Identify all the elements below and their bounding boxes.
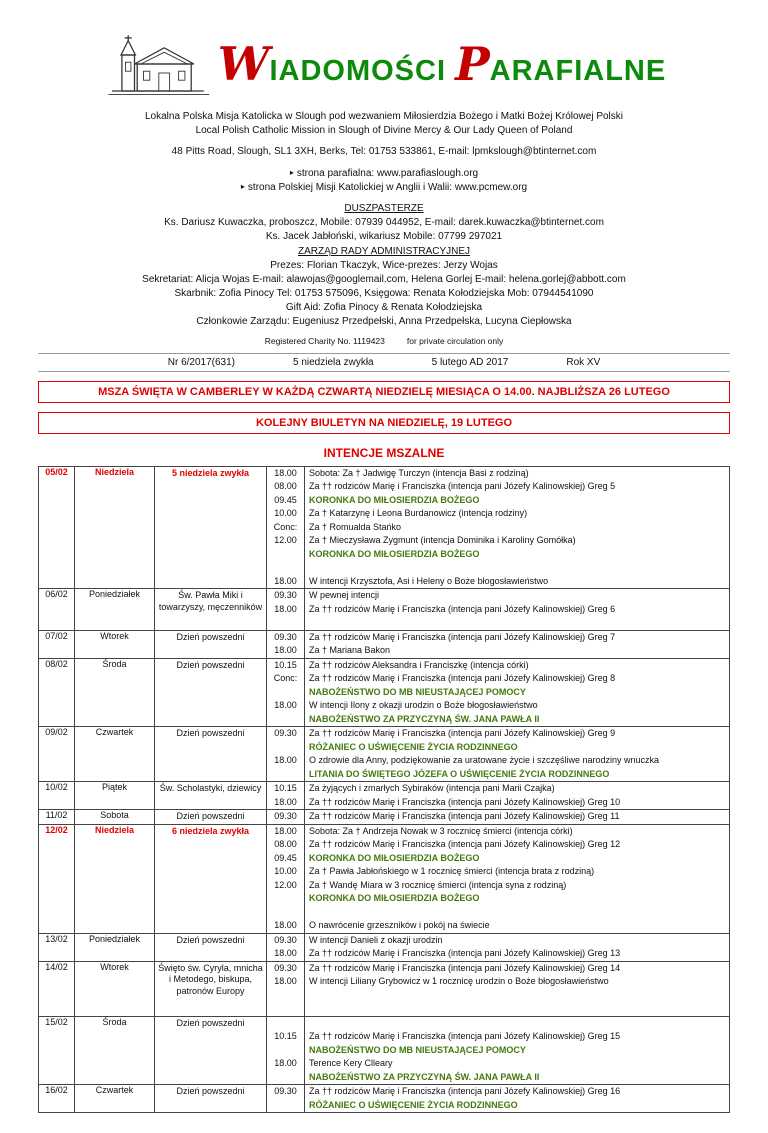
cell-time	[267, 1002, 305, 1016]
cell-time: 18.00	[267, 919, 305, 933]
cell-time: 18.00	[267, 1057, 305, 1071]
issue-date: 5 lutego AD 2017	[431, 356, 509, 368]
church-logo-drawing	[102, 28, 212, 100]
cell-feast: Dzień powszedni	[155, 1016, 267, 1085]
cell-intention: Za †† rodziców Aleksandra i Franciszkę (intencja córki)	[305, 658, 730, 672]
arrow-bullet-icon: ▸	[240, 181, 245, 191]
intention-entry-row	[39, 810, 730, 825]
clergy-heading: DUSZPASTERZE	[344, 202, 424, 214]
board-line-2: Sekretariat: Alicja Wojas E-mail: alawojas@googlemail.com, Helena Gorlej E-mail: helena.gorlej@abbott.com	[142, 273, 626, 285]
cell-date: 10/02	[39, 782, 75, 810]
cell-time: 18.00	[267, 644, 305, 658]
cell-feast: Dzień powszedni	[155, 810, 267, 825]
cell-time: 09.30	[267, 589, 305, 603]
cell-time: 10.00	[267, 865, 305, 879]
cell-feast: Św. Scholastyki, dziewicy	[155, 782, 267, 810]
cell-time: Conc:	[267, 521, 305, 535]
cell-intention	[305, 906, 730, 920]
parish-website-line	[38, 167, 730, 181]
charity-number: Registered Charity No. 1119423	[264, 335, 385, 346]
cell-time: 18.00	[267, 754, 305, 768]
charity-line	[38, 335, 730, 347]
cell-time	[267, 741, 305, 755]
cell-intention: W intencji Liliany Grybowicz w 1 rocznicę urodzin o Boże błogosławieństwo	[305, 975, 730, 989]
cell-intention: RÓŻANIEC O UŚWIĘCENIE ŻYCIA RODZINNEGO	[305, 741, 730, 755]
intention-entry-row	[39, 727, 730, 741]
cell-intention: W pewnej intencji	[305, 589, 730, 603]
board-line-3: Skarbnik: Zofia Pinocy Tel: 01753 575096, Księgowa: Renata Kołodziejska Mob: 07944541090	[174, 288, 594, 300]
issue-number: Nr 6/2017(631)	[167, 356, 235, 368]
cell-time: 18.00	[267, 603, 305, 617]
cell-intention: Za †† rodziców Marię i Franciszka (intencja pani Józefy Kalinowskiej) Greg 15	[305, 1030, 730, 1044]
cell-time: 09.30	[267, 933, 305, 947]
cell-intention: Za †† rodziców Marię i Franciszka (intencja pani Józefy Kalinowskiej) Greg 9	[305, 727, 730, 741]
cell-time	[267, 906, 305, 920]
parish-website: strona parafialna: www.parafiaslough.org	[296, 167, 479, 179]
board-heading: ZARZĄD RADY ADMINISTRACYJNEJ	[297, 245, 471, 257]
cell-time: 10.15	[267, 782, 305, 796]
cell-intention: Za †† rodziców Marię i Franciszka (intencja pani Józefy Kalinowskiej) Greg 11	[305, 810, 730, 825]
cell-time	[267, 1016, 305, 1030]
cell-time: 09.30	[267, 630, 305, 644]
cell-intention: KORONKA DO MIŁOSIERDZIA BOŻEGO	[305, 548, 730, 562]
cell-date: 09/02	[39, 727, 75, 782]
cell-time: 09.30	[267, 961, 305, 975]
cell-day: Piątek	[75, 782, 155, 810]
next-bulletin-notice: KOLEJNY BIULETYN NA NIEDZIELĘ, 19 LUTEGO	[38, 412, 730, 434]
cell-time: 08.00	[267, 480, 305, 494]
cell-time: 09.45	[267, 852, 305, 866]
cell-feast: 6 niedziela zwykła	[155, 824, 267, 933]
cell-feast: Św. Pawła Miki i towarzyszy, męczenników	[155, 589, 267, 631]
header-info	[38, 110, 730, 347]
cell-day: Czwartek	[75, 727, 155, 782]
cell-time: 09.30	[267, 810, 305, 825]
cell-feast: Dzień powszedni	[155, 630, 267, 658]
board-line-4: Gift Aid: Zofia Pinocy & Renata Kołodziejska	[285, 302, 483, 314]
cell-intention	[305, 1016, 730, 1030]
cell-intention: Za †† rodziców Marię i Franciszka (intencja pani Józefy Kalinowskiej) Greg 12	[305, 838, 730, 852]
cell-date: 16/02	[39, 1085, 75, 1113]
circulation-note: for private circulation only	[406, 335, 504, 346]
cell-intention: NABOŻEŃSTWO DO MB NIEUSTAJĄCEJ POMOCY	[305, 686, 730, 700]
cell-date: 06/02	[39, 589, 75, 631]
intention-entry-row	[39, 589, 730, 603]
cell-intention: W intencji Ilony z okazji urodzin o Boże błogosławieństwo	[305, 699, 730, 713]
cell-intention: Za żyjących i zmarłych Sybiraków (intencja pani Marii Czajka)	[305, 782, 730, 796]
page-title	[217, 37, 667, 91]
intention-entry-row	[39, 1016, 730, 1030]
cell-intention: W intencji Krzysztofa, Asi i Heleny o Boże błogosławieństwo	[305, 575, 730, 589]
cell-time	[267, 989, 305, 1003]
cell-date: 11/02	[39, 810, 75, 825]
cell-time: 18.00	[267, 947, 305, 961]
cell-time: 18.00	[267, 575, 305, 589]
cell-day: Wtorek	[75, 630, 155, 658]
cell-date: 15/02	[39, 1016, 75, 1085]
cell-time: 10.00	[267, 507, 305, 521]
cell-intention: KORONKA DO MIŁOSIERDZIA BOŻEGO	[305, 852, 730, 866]
cell-intention: LITANIA DO ŚWIĘTEGO JÓZEFA O UŚWIĘCENIE ŻYCIA RODZINNEGO	[305, 768, 730, 782]
intention-entry-row	[39, 630, 730, 644]
cell-day: Środa	[75, 658, 155, 727]
intention-entry-row	[39, 961, 730, 975]
cell-time	[267, 1044, 305, 1058]
cell-intention: Za † Mieczysława Zygmunt (intencja Dominika i Karoliny Gomółka)	[305, 534, 730, 548]
section-title-intentions: INTENCJE MSZALNE	[323, 445, 445, 460]
cell-intention: Za † Romualda Stańko	[305, 521, 730, 535]
cell-time	[267, 561, 305, 575]
cell-time: 08.00	[267, 838, 305, 852]
title-initial-p: P	[455, 37, 490, 91]
cell-time	[267, 768, 305, 782]
cell-time: 18.00	[267, 824, 305, 838]
cell-day: Niedziela	[75, 824, 155, 933]
cell-feast: Dzień powszedni	[155, 933, 267, 961]
cell-intention	[305, 616, 730, 630]
cell-day: Środa	[75, 1016, 155, 1085]
cell-intention: Za †† rodziców Marię i Franciszka (intencja pani Józefy Kalinowskiej) Greg 5	[305, 480, 730, 494]
intention-entry-row	[39, 466, 730, 480]
cell-date: 14/02	[39, 961, 75, 1016]
cell-day: Wtorek	[75, 961, 155, 1016]
intention-entry-row	[39, 782, 730, 796]
cell-intention: Sobota: Za † Andrzeja Nowak w 3 rocznicę śmierci (intencja córki)	[305, 824, 730, 838]
cell-intention: O zdrowie dla Anny, podziękowanie za uratowane życie i szczęśliwe narodziny wnuczka	[305, 754, 730, 768]
cell-intention: Za † Pawła Jabłońskiego w 1 rocznicę śmierci (intencja brata z rodziną)	[305, 865, 730, 879]
cell-time	[267, 713, 305, 727]
issue-year: Rok XV	[566, 356, 601, 368]
masthead	[38, 28, 730, 100]
intention-entry-row	[39, 658, 730, 672]
cell-date: 13/02	[39, 933, 75, 961]
board-line-1: Prezes: Florian Tkaczyk, Wice-prezes: Jerzy Wojas	[270, 259, 498, 271]
cell-intention: Za †† rodziców Marię i Franciszka (intencja pani Józefy Kalinowskiej) Greg 7	[305, 630, 730, 644]
cell-intention: Za †† rodziców Marię i Franciszka (intencja pani Józefy Kalinowskiej) Greg 16	[305, 1085, 730, 1099]
cell-time: 09.30	[267, 1085, 305, 1099]
cell-feast: Dzień powszedni	[155, 1085, 267, 1113]
cell-intention: Za †† rodziców Marię i Franciszka (intencja pani Józefy Kalinowskiej) Greg 8	[305, 672, 730, 686]
cell-intention: RÓŻANIEC O UŚWIĘCENIE ŻYCIA RODZINNEGO	[305, 1099, 730, 1113]
cell-time: 18.00	[267, 699, 305, 713]
cell-intention: Za †† rodziców Marię i Franciszka (intencja pani Józefy Kalinowskiej) Greg 10	[305, 796, 730, 810]
cell-feast: Dzień powszedni	[155, 727, 267, 782]
cell-intention: Za † Katarzynę i Leona Burdanowicz (intencja rodziny)	[305, 507, 730, 521]
intention-entry-row	[39, 824, 730, 838]
cell-intention: KORONKA DO MIŁOSIERDZIA BOŻEGO	[305, 892, 730, 906]
cell-time	[267, 1071, 305, 1085]
cell-intention: NABOŻEŃSTWO DO MB NIEUSTAJĄCEJ POMOCY	[305, 1044, 730, 1058]
mass-intentions-table	[38, 466, 730, 1114]
cell-intention: Za † Mariana Bakon	[305, 644, 730, 658]
cell-time: 12.00	[267, 534, 305, 548]
cell-date: 08/02	[39, 658, 75, 727]
title-part2: ARAFIALNE	[489, 55, 667, 87]
board-line-5: Członkowie Zarządu: Eugeniusz Przedpełski, Anna Przedpełska, Lucyna Ciepłowska	[196, 316, 572, 328]
title-part1: IADOMOŚCI	[269, 55, 456, 87]
cell-feast: Dzień powszedni	[155, 658, 267, 727]
cell-feast: 5 niedziela zwykła	[155, 466, 267, 589]
cell-intention: Za †† rodziców Marię i Franciszka (intencja pani Józefy Kalinowskiej) Greg 14	[305, 961, 730, 975]
issue-bar	[38, 353, 730, 372]
cell-time	[267, 548, 305, 562]
cell-intention: Za † Wandę Miara w 3 rocznicę śmierci (intencja syna z rodziną)	[305, 879, 730, 893]
cell-intention: NABOŻEŃSTWO ZA PRZYCZYNĄ ŚW. JANA PAWŁA II	[305, 713, 730, 727]
mission-name-en: Local Polish Catholic Mission in Slough of Divine Mercy & Our Lady Queen of Poland	[195, 125, 573, 137]
cell-feast: Święto św. Cyryla, mnicha i Metodego, biskupa, patronów Europy	[155, 961, 267, 1016]
cell-time	[267, 616, 305, 630]
intentions-table-body	[39, 466, 730, 1113]
pcm-website-line	[38, 181, 730, 195]
cell-day: Poniedziałek	[75, 933, 155, 961]
cell-intention: W intencji Danieli z okazji urodzin	[305, 933, 730, 947]
cell-time	[267, 1099, 305, 1113]
cell-time: 09.45	[267, 494, 305, 508]
pcm-website: strona Polskiej Misji Katolickiej w Anglii i Walii: www.pcmew.org	[247, 181, 528, 193]
cell-time	[267, 686, 305, 700]
cell-time: 18.00	[267, 466, 305, 480]
cell-day: Czwartek	[75, 1085, 155, 1113]
cell-time: 18.00	[267, 975, 305, 989]
intention-entry-row	[39, 1085, 730, 1099]
cell-day: Niedziela	[75, 466, 155, 589]
mission-name-pl: Lokalna Polska Misja Katolicka w Slough pod wezwaniem Miłosierdzia Bożego i Matki Bożej Królowej Polski	[145, 111, 623, 122]
issue-sunday: 5 niedziela zwykła	[293, 356, 374, 368]
cell-time: 12.00	[267, 879, 305, 893]
cell-day: Sobota	[75, 810, 155, 825]
clergy-line-1: Ks. Dariusz Kuwaczka, proboszcz, Mobile: 07939 044952, E-mail: darek.kuwaczka@btinternet.com	[164, 217, 604, 229]
intention-entry-row	[39, 933, 730, 947]
mission-address: 48 Pitts Road, Slough, SL1 3XH, Berks, Tel: 01753 533861, E-mail: lpmkslough@btinternet.com	[171, 146, 597, 158]
cell-intention	[305, 989, 730, 1003]
cell-intention: NABOŻEŃSTWO ZA PRZYCZYNĄ ŚW. JANA PAWŁA II	[305, 1071, 730, 1085]
cell-time	[267, 892, 305, 906]
cell-time: Conc:	[267, 672, 305, 686]
cell-intention: Sobota: Za † Jadwigę Turczyn (intencja Basi z rodziną)	[305, 466, 730, 480]
cell-intention: Za †† rodziców Marię i Franciszka (intencja pani Józefy Kalinowskiej) Greg 13	[305, 947, 730, 961]
cell-time: 09.30	[267, 727, 305, 741]
camberley-mass-notice: MSZA ŚWIĘTA W CAMBERLEY W KAŻDĄ CZWARTĄ NIEDZIELĘ MIESIĄCA O 14.00. NAJBLIŻSZA 26 LUTEGO	[38, 381, 730, 403]
cell-intention	[305, 1002, 730, 1016]
cell-intention: O nawrócenie grzeszników i pokój na świecie	[305, 919, 730, 933]
cell-time: 18.00	[267, 796, 305, 810]
cell-intention: Za †† rodziców Marię i Franciszka (intencja pani Józefy Kalinowskiej) Greg 6	[305, 603, 730, 617]
cell-date: 12/02	[39, 824, 75, 933]
cell-day: Poniedziałek	[75, 589, 155, 631]
clergy-line-2: Ks. Jacek Jabłoński, wikariusz Mobile: 07799 297021	[265, 231, 503, 243]
arrow-bullet-icon: ▸	[289, 167, 294, 177]
cell-intention	[305, 561, 730, 575]
cell-date: 05/02	[39, 466, 75, 589]
cell-time: 10.15	[267, 1030, 305, 1044]
cell-date: 07/02	[39, 630, 75, 658]
cell-intention: KORONKA DO MIŁOSIERDZIA BOŻEGO	[305, 494, 730, 508]
title-initial-w: W	[217, 37, 270, 91]
cell-time: 10.15	[267, 658, 305, 672]
cell-intention: Terence Kery Clleary	[305, 1057, 730, 1071]
